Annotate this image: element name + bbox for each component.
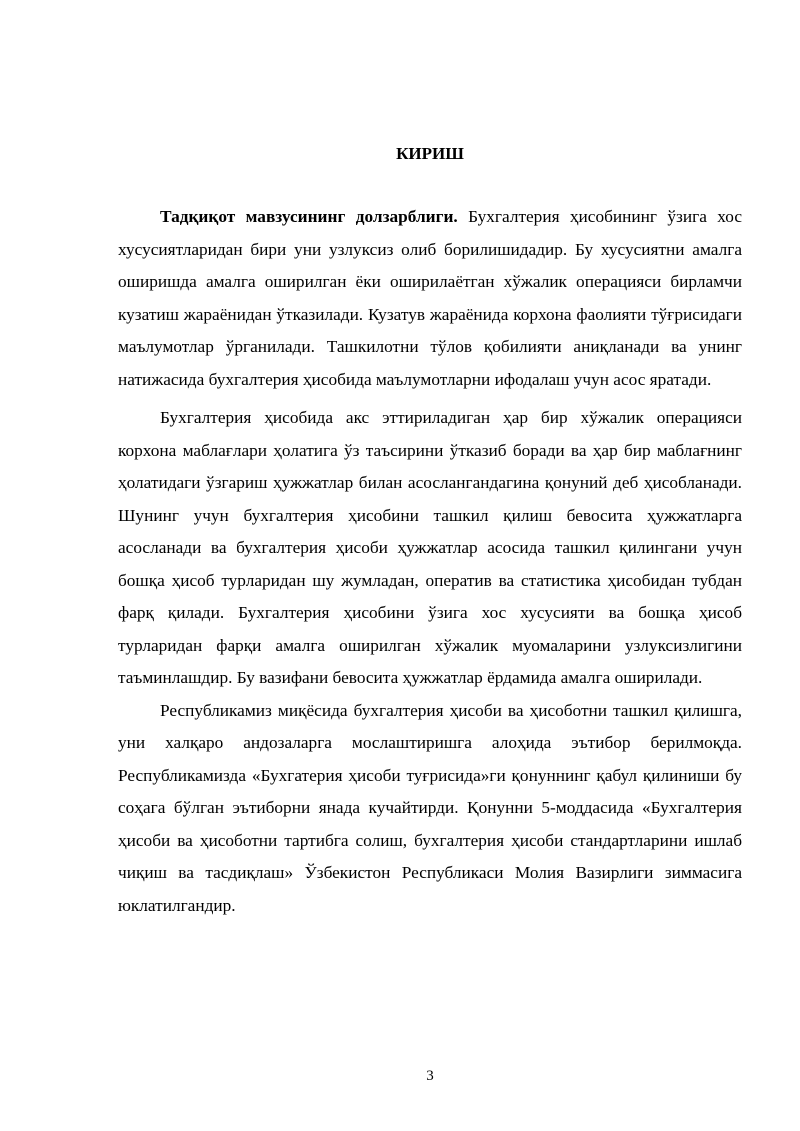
document-body <box>118 201 742 928</box>
paragraph-republic <box>118 695 742 923</box>
paragraph-relevance <box>118 201 742 396</box>
paragraph-lead-heading: Тадқиқот мавзусининг долзарблиги. <box>160 207 458 226</box>
paragraph-text: Республикамиз миқёсида бухгалтерия ҳисоби ва ҳисоботни ташкил қилишга, уни халқаро андозаларга мослаштиришга алоҳида эътибор берилмоқда. Республикамизда «Бухгатерия ҳисоби туғрисида»ги қонуннинг қабул қилиниши бу соҳага бўлган эътиборни янада кучайтирди. Қонунни 5-моддасида «Бухгалтерия ҳисоби ва ҳисоботни тартибга солиш, бухгалтерия ҳисоби стандартларини ишлаб чиқиш ва тасдиқлаш» Ўзбекистон Республикаси Молия Вазирлиги зиммасига юклатилгандир. <box>118 700 742 915</box>
paragraph-documents <box>118 402 742 695</box>
paragraph-text: Бухгалтерия ҳисобининг ўзига хос хусусиятларидан бири уни узлуксиз олиб борилишидадир. Бу хусусиятни амалга оширишда амалга оширилган ёки оширилаётган хўжалик операцияси бирламчи кузатиш жараёнидан ўтказилади. Кузатув жараёнида корхона фаолияти тўғрисидаги маълумотлар ўрганилади. Ташкилотни тўлов қобилияти аниқланади ва унинг натижасида бухгалтерия ҳисобида маълумотларни ифодалаш учун асос яратади. <box>118 207 742 389</box>
document-page <box>118 0 742 1131</box>
page-number: 3 <box>426 1068 434 1084</box>
page-title: КИРИШ <box>396 144 464 163</box>
paragraph-text: Бухгалтерия ҳисобида акс эттириладиган ҳар бир хўжалик операцияси корхона маблағлари ҳолатига ўз таъсирини ўтказиб боради ва ҳар бир маблағнинг ҳолатидаги ўзгариш ҳужжатлар билан асослангандагина қонуний деб ҳисобланади. Шунинг учун бухгалтерия ҳисобини ташкил қилиш бевосита ҳужжатларга асосланади ва бухгалтерия ҳисоби ҳужжатлар асосида ташкил қилингани учун бошқа ҳисоб турларидан шу жумладан, оператив ва статистика ҳисобидан тубдан фарқ қилади. Бухгалтерия ҳисобини ўзига хос хусусияти ва бошқа ҳисоб турларидан фарқи амалга оширилган хўжалик муомаларини узлуксизлигини таъминлашдир. Бу вазифани бевосита ҳужжатлар ёрдамида амалга оширилади. <box>118 408 742 687</box>
